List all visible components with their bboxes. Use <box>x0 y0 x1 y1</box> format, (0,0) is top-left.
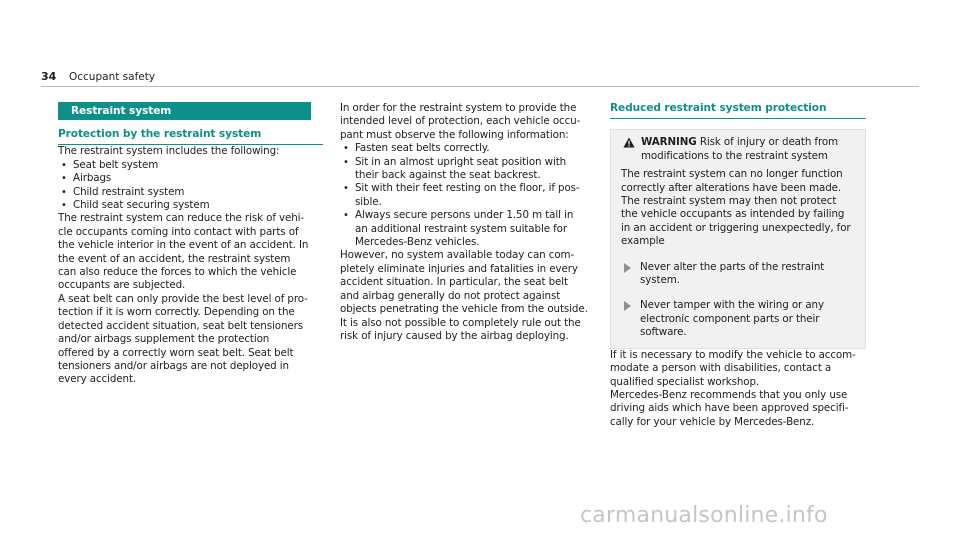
column-3 <box>610 102 866 429</box>
intro-paragraph: In order for the restraint system to provide the intended level of protection, each vehicle occu- pant must observe the following information: <box>340 102 581 141</box>
warning-body: The restraint system can no longer function correctly after alterations have been made. The restraint system may then not protect the vehicle occupants as intended by failing in an accident or triggering unexpectedly, for example <box>621 168 851 248</box>
warning-header <box>621 136 855 163</box>
warning-action: Never alter the parts of the restraint system. <box>621 261 855 288</box>
subheading-reduced-protection: Reduced restraint system protection <box>610 102 866 119</box>
list-item: • Seat belt system <box>58 159 323 172</box>
list-item: • Fasten seat belts correctly. <box>340 142 605 155</box>
warning-title: WARNING <box>641 136 697 149</box>
list-item: • Sit with their feet resting on the floor, if pos- sible. <box>340 182 605 209</box>
paragraph-modify: If it is necessary to modify the vehicle to accom- modate a person with disabilities, contact a qualified specialist workshop. <box>610 348 856 388</box>
section-bar: Restraint system <box>58 102 311 120</box>
header-divider <box>41 86 919 87</box>
arrow-right-icon <box>624 263 631 273</box>
column-1 <box>58 102 323 387</box>
page-number: 34 <box>41 70 57 83</box>
intro-text: The restraint system includes the following: <box>58 145 280 158</box>
paragraph-seat-belt: A seat belt can only provide the best level of pro- tection if it is worn correctly. Depending on the detected accident situation, seat belt tensioners and/or airbags supplement the protection offered by a correctly worn seat belt. Seat belt tensioners and/or airbags are not deployed in every accident. <box>58 292 308 386</box>
list-item: • Airbags <box>58 172 323 185</box>
paragraph-recommend: Mercedes-Benz recommends that you only use driving aids which have been approved specifi- cally for your vehicle by Mercedes-Benz. <box>610 388 849 428</box>
list-item: • Always secure persons under 1.50 m tall in an additional restraint system suitable for Mercedes-Benz vehicles. <box>340 209 605 249</box>
list-item: • Child restraint system <box>58 186 323 199</box>
warning-triangle-icon <box>623 137 635 148</box>
list-item: • Child seat securing system <box>58 199 323 212</box>
restraint-list <box>58 159 323 213</box>
subheading-protection: Protection by the restraint system <box>58 128 323 145</box>
running-title: Occupant safety <box>69 71 156 83</box>
occupant-rules-list <box>340 142 605 249</box>
warning-action: Never tamper with the wiring or any electronic component parts or their software. <box>621 299 855 339</box>
arrow-right-icon <box>624 301 631 311</box>
warning-title-text: Risk of injury or death from modifications to the restraint system <box>641 136 838 162</box>
paragraph-risk: The restraint system can reduce the risk of vehi- cle occupants coming into contact with parts of the vehicle interior in the event of an accident. In the event of an accident, the restraint system can also reduce the forces to which the vehicle occupants are subjected. <box>58 212 309 292</box>
page-header <box>41 70 919 84</box>
warning-box <box>610 129 866 348</box>
column-2 <box>340 102 605 343</box>
list-item: • Sit in an almost upright seat position with their back against the seat backrest. <box>340 156 605 183</box>
paragraph-limitations: However, no system available today can com- pletely eliminate injuries and fatalities in every accident situation. In particular, the seat belt and airbag generally do not protect against objects penetrating the vehicle from the outside. It is also not possible to completely rule out the risk of injury caused by the airbag deploying. <box>340 249 588 342</box>
watermark-text: carmanualsonline.info <box>580 503 828 528</box>
